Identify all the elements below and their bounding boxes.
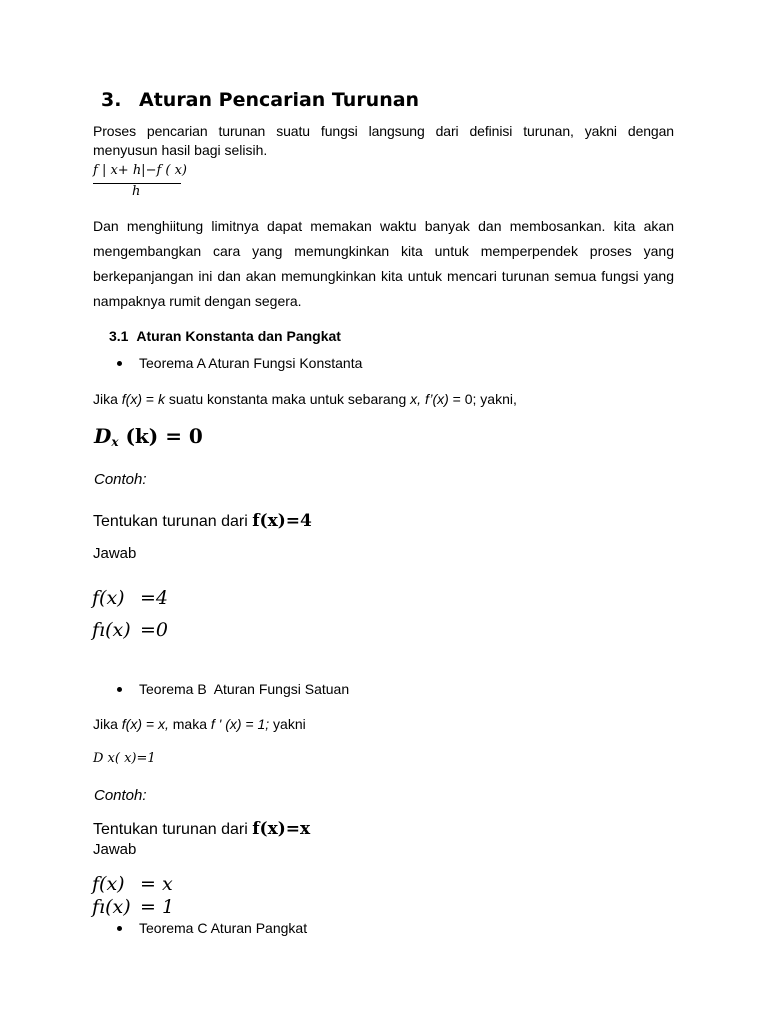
intro-line-2: menyusun hasil bagi selisih. xyxy=(93,142,268,158)
fraction-denominator: h xyxy=(132,184,141,199)
subsection-number: 3.1 xyxy=(109,328,129,344)
theorem-a-statement: Jika f(x) = k suatu konstanta maka untuk sebarang x, f’(x) = 0; yakni, xyxy=(93,391,517,407)
eq-a1-rhs: =4 xyxy=(140,587,169,609)
eq-b1-rhs: = x xyxy=(140,873,173,895)
contoh-label-a: Contoh: xyxy=(94,471,147,488)
theorem-b-statement: Jika f(x) = x, maka f ' (x) = 1; yakni xyxy=(93,716,306,732)
subsection-heading xyxy=(109,328,341,344)
eq-b1-lhs: f(x) xyxy=(92,873,125,895)
eq-a2-lhs: fı(x) xyxy=(92,619,131,641)
theorem-b-formula: D x( x)=1 xyxy=(93,751,156,766)
bullet-theorem-c xyxy=(117,926,122,931)
eq-a2-rhs: =0 xyxy=(140,619,169,641)
jawab-label-a: Jawab xyxy=(93,545,137,562)
task-b: Tentukan turunan dari f(x)=x xyxy=(93,819,311,839)
theorem-a-formula: Dx (k) = 0 xyxy=(94,424,203,449)
intro-line-1: Proses pencarian turunan suatu fungsi langsung dari definisi turunan, yakni dengan xyxy=(93,123,674,139)
bullet-theorem-b xyxy=(117,687,122,692)
theorem-a-title: Teorema A Aturan Fungsi Konstanta xyxy=(139,355,363,371)
heading-number: 3. xyxy=(101,89,122,111)
jawab-label-b: Jawab xyxy=(93,841,137,858)
eq-a1-lhs: f(x) xyxy=(92,587,125,609)
section-heading xyxy=(101,89,420,111)
task-a: Tentukan turunan dari f(x)=4 xyxy=(93,511,312,531)
theorem-c-title: Teorema C Aturan Pangkat xyxy=(139,920,308,936)
eq-b2-rhs: = 1 xyxy=(140,896,175,918)
subsection-title: Aturan Konstanta dan Pangkat xyxy=(136,328,341,344)
fraction-numerator: f | x+ h|−f ( x) xyxy=(93,163,188,178)
heading-title: Aturan Pencarian Turunan xyxy=(139,89,420,111)
eq-b2-lhs: fı(x) xyxy=(92,896,131,918)
paragraph-limit: Dan menghiitung limitnya dapat memakan waktu banyak dan membosankan. kita akan mengembangkan cara yang memungkinkan kita untuk memperpendek proses yang berkepanjangan ini dan akan memungkinkan kita untuk mencari turunan semua fungsi yang nampaknya rumit dengan segera. xyxy=(93,218,674,309)
contoh-label-b: Contoh: xyxy=(94,787,147,804)
bullet-theorem-a xyxy=(117,361,122,366)
theorem-b-title: Teorema B Aturan Fungsi Satuan xyxy=(139,681,350,697)
